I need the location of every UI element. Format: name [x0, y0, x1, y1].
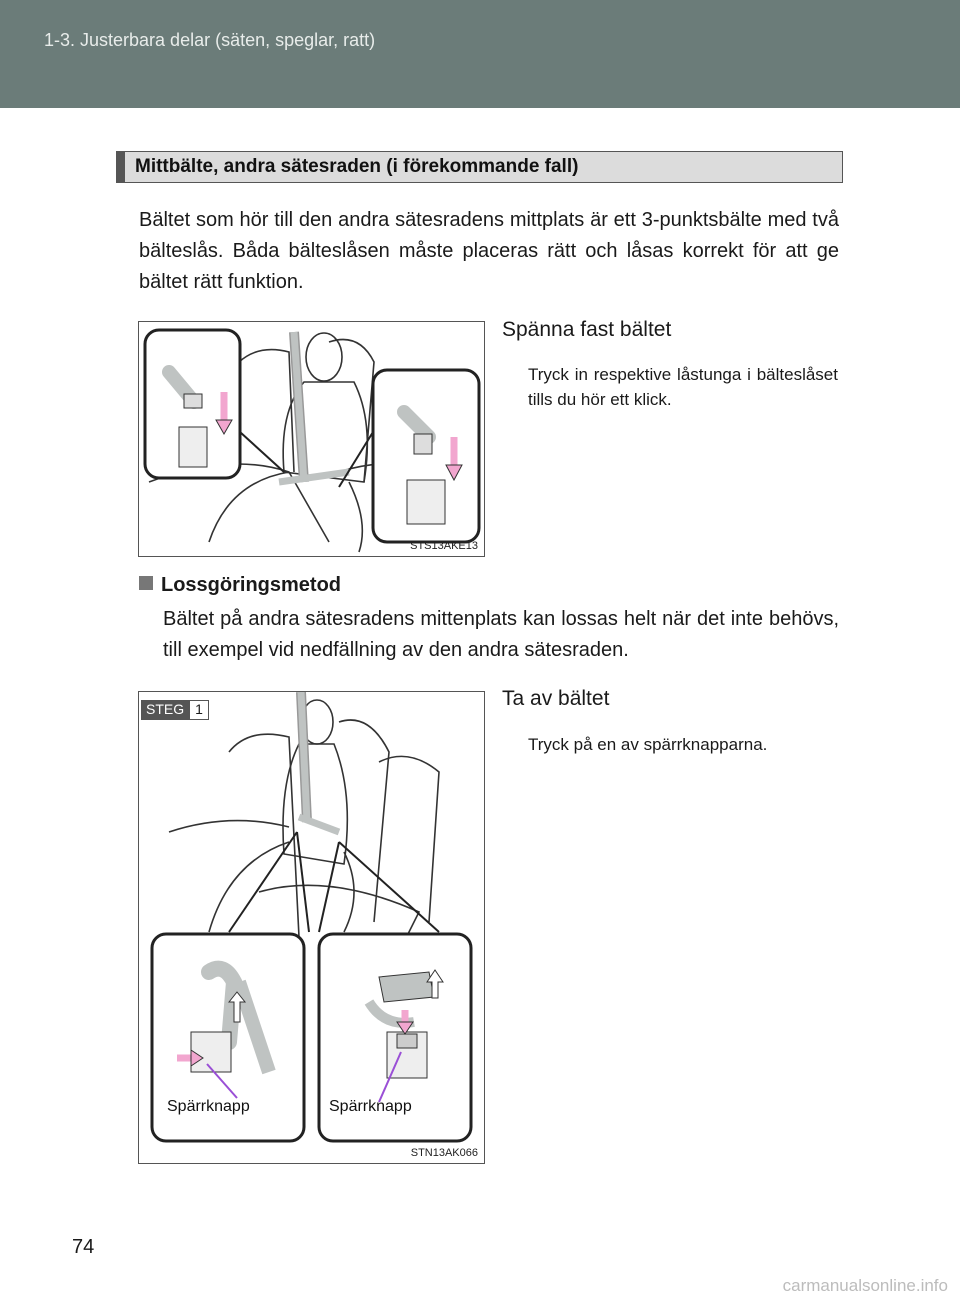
callout-right: Spärrknapp — [329, 1098, 412, 1115]
fasten-illustration — [139, 322, 484, 556]
release-sub-heading: Ta av bältet — [502, 687, 610, 710]
fasten-heading: Spänna fast bältet — [502, 318, 672, 341]
chapter-title: 1-3. Justerbara delar (säten, speglar, ratt) — [44, 30, 376, 50]
fasten-figure-code: STS13AKE13 — [410, 540, 478, 552]
step-badge — [141, 700, 209, 720]
release-heading-text: Lossgöringsmetod — [161, 574, 342, 596]
section-title: Mittbälte, andra sätesraden (i förekommande fall) — [135, 156, 579, 177]
page-number: 74 — [72, 1236, 95, 1258]
callout-left: Spärrknapp — [167, 1098, 250, 1115]
step-number: 1 — [189, 700, 209, 720]
release-figure-code: STN13AK066 — [410, 1147, 478, 1159]
release-figure — [138, 691, 485, 1164]
watermark: carmanualsonline.info — [782, 1276, 948, 1295]
intro-paragraph: Bältet som hör till den andra sätesradens mittplats är ett 3-punktsbälte med två bälteslås. Båda bälteslåsen måste placeras rätt och låsas korrekt för att ge bältet rätt funktion. — [139, 209, 839, 293]
section-accent — [117, 152, 125, 182]
release-paragraph: Bältet på andra sätesradens mittenplats kan lossas helt när det inte behövs, till exempel vid nedfällning av den andra sätesraden. — [163, 608, 839, 661]
page-header — [0, 0, 960, 108]
release-illustration — [139, 692, 484, 1163]
release-sub-text: Tryck på en av spärrknapparna. — [528, 735, 768, 754]
section-title-bar — [116, 151, 843, 183]
step-label: STEG — [141, 700, 189, 720]
fasten-instruction: Tryck in respektive låstunga i bälteslåset tills du hör ett klick. — [528, 365, 838, 409]
release-heading — [139, 574, 341, 597]
fasten-figure — [138, 321, 485, 557]
bullet-square-icon — [139, 576, 153, 590]
